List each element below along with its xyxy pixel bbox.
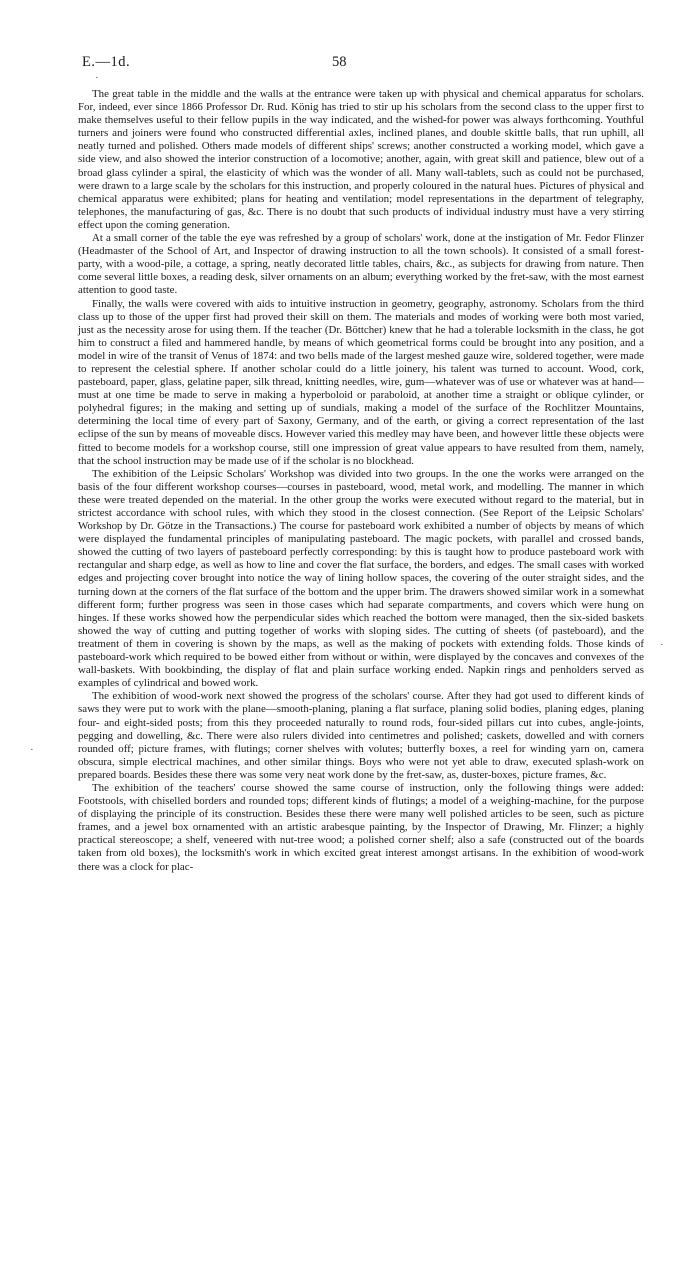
paragraph: At a small corner of the table the eye was refreshed by a group of scholars' work, done at the instigation of Mr. Fedor Flinzer (Headmaster of the School of Art, and Inspector of drawing instruction to all the town schools). It consisted of a small forest-party, with a wood-pile, a cottage, a spring, neatly decorated little tables, chairs, &c., as subjects for drawing from nature. Then come several little boxes, a reading desk, silver ornaments on an album; everything worked by the fret-saw, with the most earnest attention to good taste. [78, 232, 644, 297]
paragraph: The exhibition of wood-work next showed the progress of the scholars' course. After they had got used to different kinds of saws they were put to work with the plane—smooth-planing, planing a flat surface, planing solid bodies, planing edges, planing four- and eight-sided posts; from this they proceeded naturally to round rods, four-sided pillars cut into cubes, angle-joints, pegging and dowelling, &c. There were also rulers divided into centimetres and polished; caskets, dowelled and with corners rounded off; picture frames, with flutings; corner shelves with volutes; butterfly boxes, a reel for winding yarn on, camera obscura, simple electrical machines, and other similar things. Boys who were not yet able to draw, executed splash-work on prepared boards. Besides these there was some very neat work done by the fret-saw, as, duster-boxes, picture frames, &c. [78, 690, 644, 781]
paragraph: The exhibition of the teachers' course showed the same course of instruction, only the following things were added: Footstools, with chiselled borders and rounded tops; different kinds of flutings; a model of a weighing-machine, for the purpose of displaying the principle of its construction. Besides these there were many well polished articles to be seen, such as picture frames, and a jewel box ornamented with an artistic arabesque painting, by the Inspector of Drawing, Mr. Flinzer; a highly practical stereoscope; a shelf, veneered with nut-tree wood; a polished corner shelf; also a safe (constructed out of the boards taken from old boxes), the locksmith's work in which excited great interest amongst artisans. In the exhibition of wood-work there was a clock for plac- [78, 781, 644, 873]
page-header [78, 54, 644, 84]
paragraph: The great table in the middle and the walls at the entrance were taken up with physical and chemical apparatus for scholars. For, indeed, ever since 1866 Professor Dr. Rud. König has tried to stir up his scholars from the second class to the upper first to make themselves useful to their fellow pupils in the way indicated, and the wished-for power was always forthcoming. Youthful turners and joiners were found who constructed differential axles, inclined planes, and double skittle balls, that run uphill, all neatly turned and polished. Others made models of different ships' screws; another constructed a working model, which gave a side view, and also showed the interior construction of a locomotive; another, again, with great skill and patience, blew out of a broad glass cylinder a spiral, the elasticity of which was the wonder of all. Many wall-tablets, such as could not be purchased, were drawn to a large scale by the scholars for this instruction, and properly coloured in the natural hues. Pictures of physical and chemical apparatus were exhibited; plans for heating and ventilation; model representations in the department of telegraphy, telephones, the manufacturing of gas, &c. There is no doubt that such products of individual industry must have a very stirring effect upon the coming generation. [78, 88, 644, 231]
document-reference: E.—1d. [82, 54, 131, 70]
page-number: 58 [332, 54, 347, 70]
paragraph: Finally, the walls were covered with aids to intuitive instruction in geometry, geography, astronomy. Scholars from the third class up to those of the upper first had proved their skill on them. The materials and modes of working were both most varied, just as the necessity arose for using them. If the teacher (Dr. Böttcher) knew that he had a tolerable locksmith in the class, he got him to construct a filed and hammered handle, by means of which geometrical forms could be brought into any position, and a model in wire of the transit of Venus of 1874: and two bells made of the largest meshed gauze wire, soldered together, were made to represent the celestial sphere. If another scholar could do a little joinery, his talent was turned to account. Wood, cork, pasteboard, paper, glass, gelatine paper, silk thread, knitting needles, wire, gum—whatever was of use or whatever was at hand—must at one time be made to serve in making a hyperboloid or paraboloid, at another time a straight or oblique cylinder, or polyhedral figures; in the making and setting up of sundials, making a model of the surface of the Rochlitzer Mountains, determining the local time of every part of Saxony, Germany, and of the earth, or giving a correct representation of the last eclipse of the sun by means of moveable discs. However varied this medley may have been, and however little these objects were fitted to become models for a workshop course, still one impression of great value appears to have resulted from them, namely, that the school instruction may be made use of if the scholar is no blockhead. [78, 297, 644, 467]
document-page [0, 54, 700, 1262]
margin-mark: · [95, 72, 99, 84]
margin-mark: · [660, 639, 664, 651]
paragraph: The exhibition of the Leipsic Scholars' Workshop was divided into two groups. In the one the works were arranged on the basis of the four different workshop courses—courses in pasteboard, wood, metal work, and modelling. The manner in which these were treated depended on the material. In the other group the works were executed without regard to the material, but in strictest accordance with school rules, with which they stood in the closest connection. (See Report of the Leipsic Scholars' Workshop by Dr. Götze in the Transactions.) The course for pasteboard work exhibited a number of objects by means of which were displayed the fundamental principles of manipulating pasteboard. The magic pockets, with parallel and crossed bands, showed the cutting of two layers of pasteboard perfectly corresponding: by this is taught how to produce pasteboard work with rectangular and sharp edge, as well as how to line and cover the flat surface, the borders, and edges. The small cases with worked edges and projecting cover brought into notice the way of lining hollow spaces, the covering of the outer straight sides, and the turning down at the corners of the flat surface of the bottom and the upper brim. The drawers showed similar work in a somewhat different form; further progress was seen in those cases which had separate compartments, and covers which were hung on hinges. If these works showed how the perpendicular sides which reached the bottom were managed, then the six-sided baskets showed the way of cutting and putting together of works with sloping sides. The cutting of sheets (of pasteboard), and the treatment of them in covering is shown by the maps, as well as the making of pockets with extending folds. Those kinds of pasteboard-work which required to be bowed either from without or within, were displayed by the concaves and convexes of the wall-baskets. With bookbinding, the display of flat and plain surface working ended. Napkin rings and penholders served as examples of cylindrical and bowed work. [78, 467, 644, 690]
body-text [78, 88, 644, 874]
margin-mark: · [30, 744, 34, 756]
